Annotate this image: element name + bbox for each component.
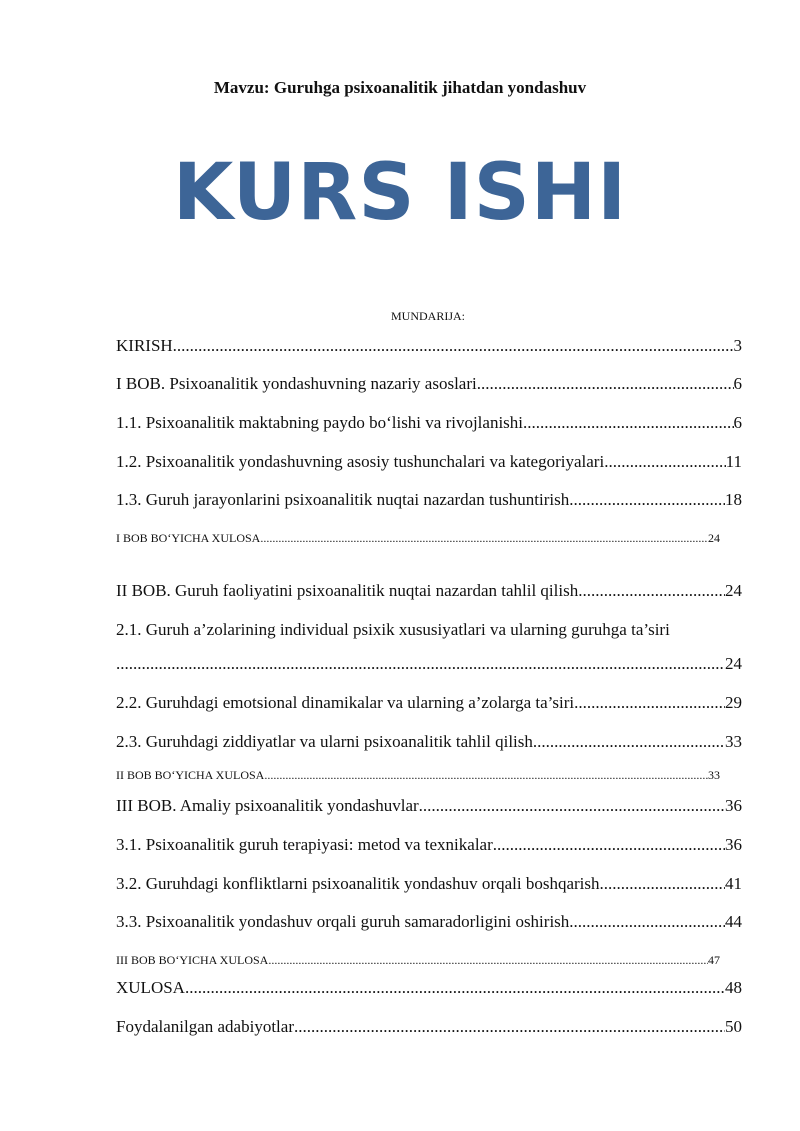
toc-entry-page: 24	[725, 581, 742, 600]
toc-entry-label: 3.2. Guruhdagi konfliktlarni psixoanalitik yondashuv orqali boshqarish	[116, 874, 600, 893]
toc-entry-page: 6	[733, 374, 742, 393]
toc-entry-page: 33	[725, 732, 742, 751]
toc-leader-dots	[173, 336, 734, 356]
toc-entry-page: 6	[733, 413, 742, 432]
toc-entry-label: I BOB BO‘YICHA XULOSA	[116, 531, 261, 545]
toc-entry-2-2[interactable]	[116, 693, 742, 713]
toc-entry-chapter-1-summary[interactable]	[116, 531, 720, 546]
toc-entry-2-1-label[interactable]: 2.1. Guruh a’zolarining individual psixik xususiyatlari va ularning guruhga ta’siri	[116, 620, 670, 639]
toc-entry-kirish[interactable]	[116, 336, 742, 356]
toc-entry-chapter-2[interactable]	[116, 581, 742, 601]
toc-leader-dots	[264, 768, 708, 783]
toc-entry-page: 24	[725, 654, 742, 673]
toc-entry-label: I BOB. Psixoanalitik yondashuvning nazariy asoslari	[116, 374, 477, 393]
toc-entry-chapter-2-summary[interactable]	[116, 768, 720, 783]
toc-entry-2-3[interactable]	[116, 732, 742, 752]
toc-leader-dots	[604, 452, 725, 472]
toc-entry-3-2[interactable]	[116, 874, 742, 894]
toc-entry-label: 1.1. Psixoanalitik maktabning paydo bo‘lishi va rivojlanishi	[116, 413, 524, 432]
toc-entry-label: XULOSA	[116, 978, 185, 997]
toc-entry-3-1[interactable]	[116, 835, 742, 855]
toc-leader-dots	[574, 693, 725, 713]
toc-entry-page: 47	[708, 953, 720, 967]
toc-heading: MUNDARIJA:	[390, 309, 465, 323]
toc-leader-dots	[260, 531, 708, 546]
toc-entry-label: Foydalanilgan adabiyotlar	[116, 1017, 294, 1036]
toc-leader-dots	[185, 978, 725, 998]
toc-entry-label: 3.1. Psixoanalitik guruh terapiyasi: metod va texnikalar	[116, 835, 493, 854]
toc-leader-dots	[294, 1017, 725, 1037]
toc-leader-dots	[268, 953, 708, 968]
toc-entry-page: 44	[725, 912, 742, 931]
toc-leader-dots	[600, 874, 726, 894]
toc-leader-dots	[569, 912, 725, 932]
toc-entry-page: 29	[725, 693, 742, 712]
toc-entry-label: II BOB BO‘YICHA XULOSA	[116, 768, 265, 782]
toc-entry-page: 36	[725, 835, 742, 854]
toc-entry-xulosa[interactable]	[116, 978, 742, 998]
toc-entry-label: 1.2. Psixoanalitik yondashuvning asosiy tushunchalari va kategoriyalari	[116, 452, 605, 471]
toc-entry-chapter-3[interactable]	[116, 796, 742, 816]
toc-entry-references[interactable]	[116, 1017, 742, 1037]
toc-entry-1-1[interactable]	[116, 413, 742, 433]
toc-leader-dots	[419, 796, 725, 816]
toc-entry-2-1[interactable]	[116, 654, 742, 674]
toc-entry-3-3[interactable]	[116, 912, 742, 932]
toc-entry-page: 48	[725, 978, 742, 997]
toc-leader-dots	[569, 490, 725, 510]
toc-entry-page: 11	[725, 452, 742, 471]
topic-line: Mavzu: Guruhga psixoanalitik jihatdan yondashuv	[213, 78, 587, 97]
toc-entry-label: III BOB. Amaliy psixoanalitik yondashuvlar	[116, 796, 419, 815]
toc-entry-page: 41	[725, 874, 742, 893]
toc-entry-page: 18	[725, 490, 742, 509]
toc-entry-label: 2.2. Guruhdagi emotsional dinamikalar va ularning a’zolarga ta’siri	[116, 693, 575, 712]
toc-leader-dots	[523, 413, 733, 433]
toc-leader-dots	[116, 654, 725, 674]
toc-entry-chapter-3-summary[interactable]	[116, 953, 720, 968]
toc-entry-label: 3.3. Psixoanalitik yondashuv orqali guruh samaradorligini oshirish	[116, 912, 570, 931]
toc-leader-dots	[477, 374, 734, 394]
toc-entry-1-3[interactable]	[116, 490, 742, 510]
toc-entry-label: KIRISH	[116, 336, 173, 355]
toc-entry-page: 50	[725, 1017, 742, 1036]
toc-entry-page: 24	[708, 531, 720, 545]
toc-entry-1-2[interactable]	[116, 452, 742, 472]
toc-leader-dots	[493, 835, 725, 855]
toc-entry-label: 2.3. Guruhdagi ziddiyatlar va ularni psixoanalitik tahlil qilish	[116, 732, 533, 751]
toc-entry-label: II BOB. Guruh faoliyatini psixoanalitik nuqtai nazardan tahlil qilish	[116, 581, 579, 600]
page-title: KURS ISHI	[172, 148, 628, 238]
toc-entry-label: III BOB BO‘YICHA XULOSA	[116, 953, 269, 967]
toc-entry-page: 33	[708, 768, 720, 782]
toc-entry-chapter-1[interactable]	[116, 374, 742, 394]
toc-leader-dots	[533, 732, 725, 752]
toc-entry-page: 36	[725, 796, 742, 815]
toc-entry-label: 1.3. Guruh jarayonlarini psixoanalitik nuqtai nazardan tushuntirish	[116, 490, 570, 509]
toc-leader-dots	[578, 581, 725, 601]
toc-entry-page: 3	[733, 336, 742, 355]
